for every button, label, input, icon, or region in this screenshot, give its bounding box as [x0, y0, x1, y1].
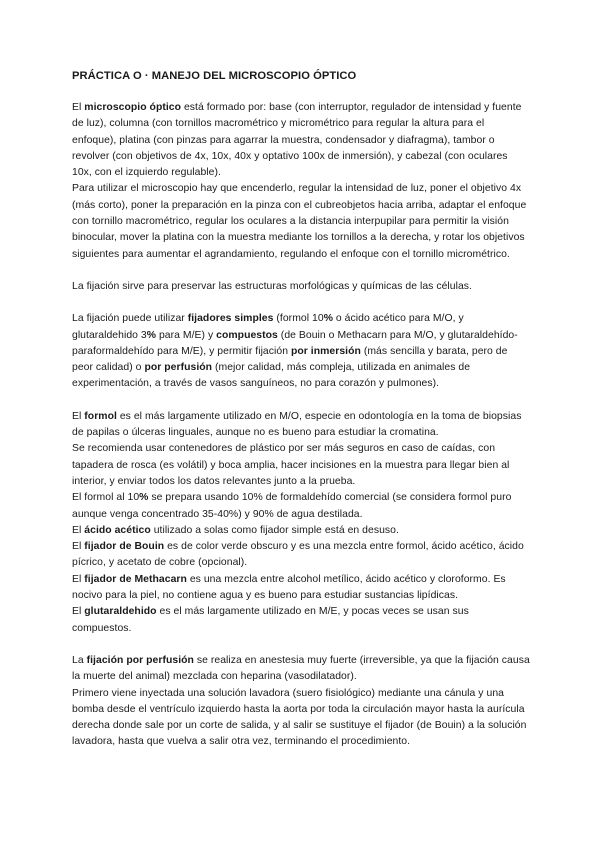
- text-span: es de color verde obscuro y es una mezcla entre formol, ácido acético, ácido pícrico, y acetato de cobre (opcional).: [72, 541, 524, 569]
- bold-text: compuestos: [216, 329, 278, 341]
- paragraph: [72, 181, 530, 262]
- text-span: Para utilizar el microscopio hay que encenderlo, regular la intensidad de luz, poner el objetivo 4x (más corto), poner la preparación en la pinza con el cubreobjetos hacia arriba, adaptar el enfoque con tornillo macrométrico, regular los oculares a la distancia interpupilar para permitir la visión binocular, mover la platina con la muestra mediante los tornillos a la derecha, y rotar los objetivos siguientes para aumentar el agrandamiento, regulando el enfoque con el tornillo micrométrico.: [72, 183, 527, 260]
- text-span: El: [72, 102, 85, 113]
- text-span: El formol al 10: [72, 492, 140, 504]
- text-span: (mejor calidad, más compleja, utilizada en animales de experimentación, a través de vasos sanguíneos, no para corazón y pulmones).: [72, 362, 471, 390]
- bold-text: fijador de Methacarn: [84, 573, 187, 585]
- paragraph: [72, 653, 530, 686]
- bold-text: %: [323, 313, 333, 325]
- text-span: (más sencilla y barata, pero de peor calidad) o: [72, 345, 508, 374]
- text-span: es una mezcla entre alcohol metílico, ácido acético y cloroformo. Es nocivo para la piel, no contiene agua y es bueno para estudiar sustancias lipídicas.: [72, 573, 506, 602]
- document-body: [72, 100, 530, 751]
- bold-text: %: [146, 329, 157, 341]
- bold-text: fijador de Bouin: [84, 541, 165, 553]
- text-span: se realiza en anestesia muy fuerte (irreversible, ya que la fijación causa la muerte del animal) mezclada con heparina (vasodilatador).: [72, 654, 530, 683]
- text-span: es el más largamente utilizado en M/E, y pocas veces se usan sus compuestos.: [72, 606, 469, 634]
- text-span: El: [72, 541, 85, 553]
- bold-text: fijación por perfusión: [86, 654, 194, 666]
- paragraph: [72, 279, 530, 295]
- bold-text: fijadores simples: [187, 313, 274, 325]
- bold-text: formol: [84, 410, 117, 422]
- text-span: (de Bouin o Methacarn para M/O, y glutaraldehído-paraformaldehído para M/E), y permitir fijación: [72, 329, 518, 357]
- paragraph: [72, 409, 530, 442]
- text-span: El: [72, 606, 85, 618]
- text-span: La: [72, 654, 87, 666]
- paragraph: [72, 100, 530, 181]
- paragraph: [72, 490, 530, 523]
- paragraph: [72, 441, 530, 490]
- bold-text: microscopio óptico: [84, 102, 182, 113]
- bold-text: %: [139, 492, 149, 504]
- text-span: El: [72, 524, 85, 536]
- text-span: Primero viene inyectada una solución lavadora (suero fisiológico) mediante una cánula y una bomba desde el ventrículo izquierdo hasta la aorta por toda la circulación mayor hasta la aurícula derecha donde sale por un corte de salida, y al salir se sustituye el fijador (de Bouin) a la solución lavadora, hasta que vuelva a salir otra vez, terminando el procedimiento.: [72, 687, 527, 748]
- text-span: La fijación puede utilizar: [72, 313, 188, 325]
- text-span: está formado por: base (con interruptor, regulador de intensidad y fuente de luz), columna (con tornillos macrométrico y micrométrico para regular la altura para el enfoque), platina (con pinzas para agarrar la muestra, condensador y diafragma), tambor o revolver (con objetivos de 4x, 10x, 40x y optativo 100x de inmersión), y cabezal (con oculares 10x, con el izquierdo regulable).: [72, 102, 522, 179]
- bold-text: por perfusión: [144, 362, 213, 374]
- paragraph: [72, 523, 530, 539]
- bold-text: glutaraldehido: [84, 606, 157, 618]
- paragraph: [72, 686, 530, 751]
- paragraph: [72, 539, 530, 572]
- page-title: PRÁCTICA O · MANEJO DEL MICROSCOPIO ÓPTICO: [72, 70, 357, 82]
- bold-text: por inmersión: [290, 345, 361, 357]
- text-span: La fijación sirve para preservar las estructuras morfológicas y químicas de las células.: [72, 280, 472, 292]
- text-span: se prepara usando 10% de formaldehído comercial (se considera formol puro aunque venga concentrado 35-40%) y 90% de agua destilada.: [72, 492, 512, 520]
- text-span: es el más largamente utilizado en M/O, especie en odontología en la toma de biopsias de papilas o úlceras linguales, aunque no es bueno para estudiar la cromatina.: [72, 410, 522, 439]
- text-span: El: [72, 573, 85, 585]
- bold-text: ácido acético: [84, 524, 151, 536]
- paragraph: [72, 604, 530, 637]
- text-span: o ácido acético para M/O, y glutaraldehido 3: [72, 313, 464, 341]
- text-span: (formol 10: [273, 313, 324, 325]
- text-span: Se recomienda usar contenedores de plástico por ser más seguros en caso de caídas, con tapadera de rosca (es volátil) y boca amplia, hacer incisiones en la muestra para llegar bien al interior, y enviar todos los datos relevantes junto a la prueba.: [72, 443, 510, 487]
- paragraph: [72, 311, 530, 392]
- paragraph: [72, 572, 530, 605]
- text-span: para M/E) y: [156, 329, 217, 341]
- text-span: El: [72, 410, 85, 422]
- text-span: utilizado a solas como fijador simple está en desuso.: [150, 524, 399, 536]
